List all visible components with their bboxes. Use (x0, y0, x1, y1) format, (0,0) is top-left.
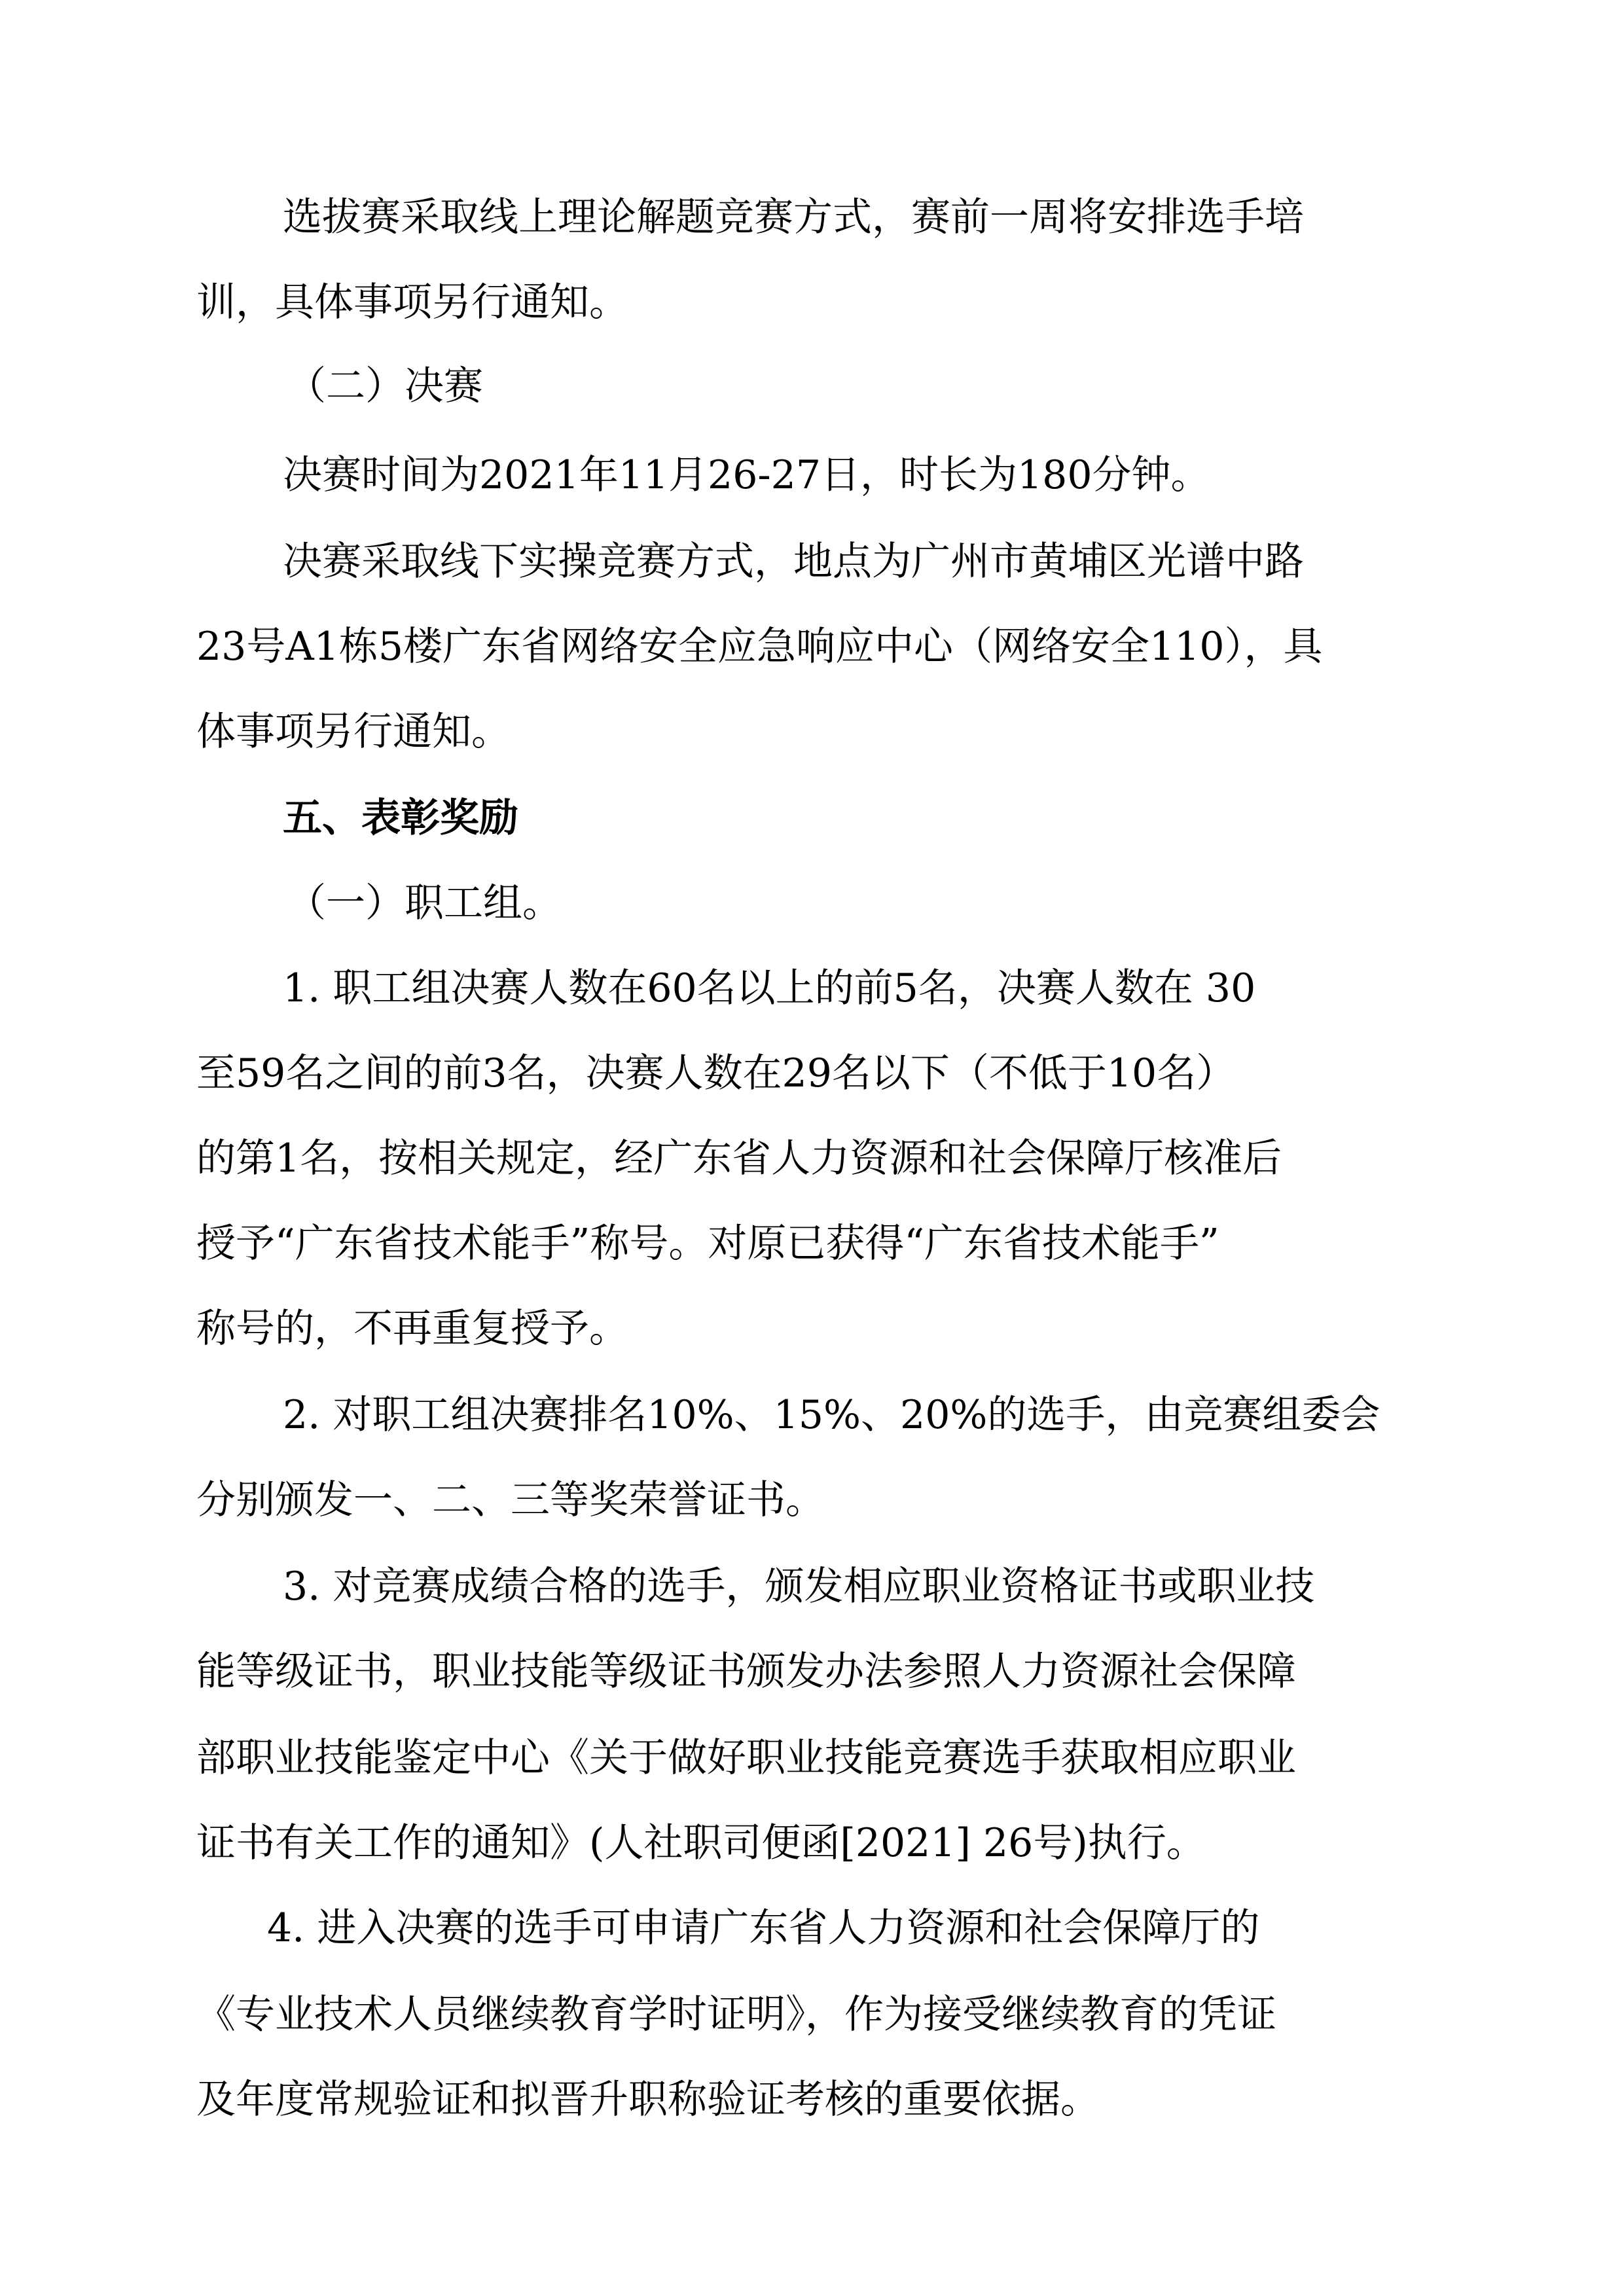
paragraph-line: 3. 对竞赛成绩合格的选手，颁发相应职业资格证书或职业技 (283, 1564, 1315, 1609)
paragraph-line: 1. 职工组决赛人数在60名以上的前5名，决赛人数在 30 (283, 965, 1256, 1011)
paragraph-line: 训，具体事项另行通知。 (196, 279, 628, 325)
paragraph-line: 《专业技术人员继续教育学时证明》，作为接受继续教育的凭证 (196, 1992, 1276, 2037)
paragraph-line: 选拔赛采取线上理论解题竞赛方式，赛前一周将安排选手培 (283, 194, 1304, 240)
paragraph-line: 4. 进入决赛的选手可申请广东省人力资源和社会保障厅的 (267, 1905, 1260, 1951)
paragraph-line: 证书有关工作的通知》(人社职司便函[2021] 26号)执行。 (196, 1820, 1206, 1866)
paragraph-line: 决赛时间为2021年11月26-27日，时长为180分钟。 (283, 452, 1210, 498)
section-heading: 五、表彰奖励 (283, 795, 518, 841)
paragraph-line: 授予“广东省技术能手”称号。对原已获得“广东省技术能手” (196, 1221, 1219, 1266)
paragraph-line: 决赛采取线下实操竞赛方式，地点为广州市黄埔区光谱中路 (283, 539, 1304, 584)
paragraph-line: 23号A1栋5楼广东省网络安全应急响应中心（网络安全110），具 (196, 624, 1323, 670)
paragraph-line: 称号的，不再重复授予。 (196, 1306, 628, 1352)
paragraph-line: 部职业技能鉴定中心《关于做好职业技能竞赛选手获取相应职业 (196, 1735, 1296, 1781)
paragraph-line: 能等级证书，职业技能等级证书颁发办法参照人力资源社会保障 (196, 1649, 1296, 1695)
paragraph-line: 2. 对职工组决赛排名10%、15%、20%的选手，由竞赛组委会 (283, 1392, 1380, 1438)
section-subheading: （二）决赛 (287, 363, 483, 409)
paragraph-line: 至59名之间的前3名，决赛人数在29名以下（不低于10名） (196, 1050, 1236, 1096)
section-subheading: （一）职工组。 (287, 880, 562, 926)
paragraph-line: 的第1名，按相关规定，经广东省人力资源和社会保障厅核准后 (196, 1136, 1282, 1181)
paragraph-line: 体事项另行通知。 (196, 709, 511, 755)
paragraph-line: 分别颁发一、二、三等奖荣誉证书。 (196, 1477, 825, 1523)
paragraph-line: 及年度常规验证和拟晋升职称验证考核的重要依据。 (196, 2077, 1100, 2123)
